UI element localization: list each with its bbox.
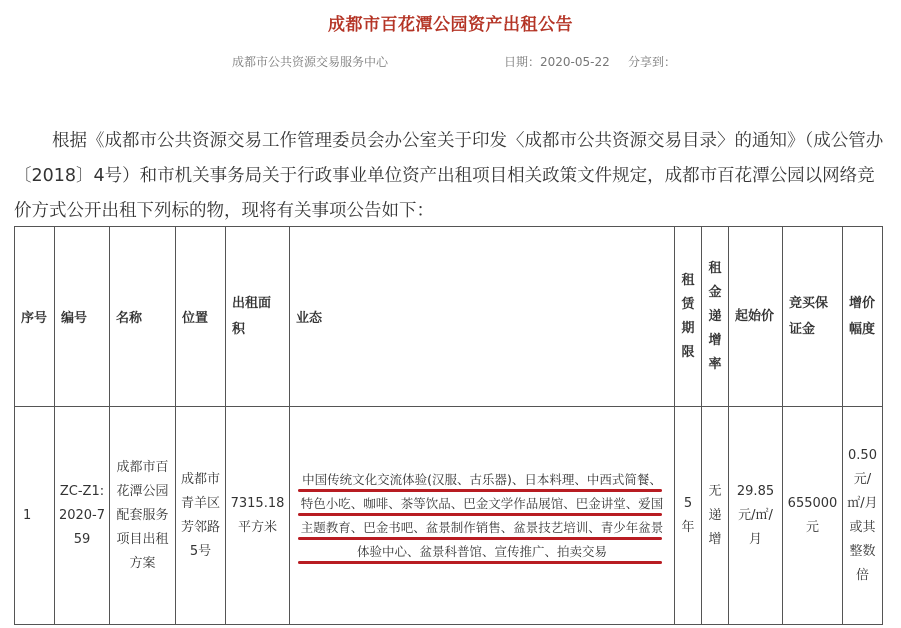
cell-bid-step: 0.50元/㎡/月或其整数倍 xyxy=(843,407,883,625)
cell-name: 成都市百花潭公园配套服务项目出租方案 xyxy=(110,407,176,625)
page-title: 成都市百花潭公园资产出租公告 xyxy=(328,15,573,35)
underline-mark xyxy=(298,513,662,516)
lease-table xyxy=(14,226,883,625)
underline-mark xyxy=(298,561,662,564)
cell-business xyxy=(290,407,675,625)
header-location: 位置 xyxy=(176,227,226,407)
table-row xyxy=(15,407,883,625)
header-name: 名称 xyxy=(110,227,176,407)
underline-mark xyxy=(298,489,662,492)
intro-paragraph: 根据《成都市公共资源交易工作管理委员会办公室关于印发〈成都市公共资源交易目录〉的通知》（成公管办〔2018〕4号）和市机关事务局关于行政事业单位资产出租项目相关政策文件规定，成都市百花潭公园以网络竞价方式公开出租下列标的物，现将有关事项公告如下： xyxy=(14,131,884,221)
table-header-row xyxy=(15,227,883,407)
header-bid-step: 增价幅度 xyxy=(843,227,883,407)
source-label: 成都市公共资源交易服务中心 xyxy=(232,55,389,69)
share-label[interactable]: 分享到： xyxy=(628,55,677,69)
header-increase: 租金递增率 xyxy=(702,227,729,407)
underline-mark xyxy=(298,537,662,540)
cell-location: 成都市青羊区芳邻路5号 xyxy=(176,407,226,625)
header-code: 编号 xyxy=(55,227,110,407)
cell-code: ZC-Z1:2020-759 xyxy=(55,407,110,625)
header-area: 出租面积 xyxy=(226,227,290,407)
header-seq: 序号 xyxy=(15,227,55,407)
cell-seq: 1 xyxy=(15,407,55,625)
publish-date: 日期：2020-05-22 xyxy=(504,55,610,69)
header-business: 业态 xyxy=(290,227,675,407)
header-start-price: 起始价 xyxy=(729,227,783,407)
cell-increase: 无递增 xyxy=(702,407,729,625)
cell-term: 5年 xyxy=(675,407,702,625)
cell-area: 7315.18平方米 xyxy=(226,407,290,625)
cell-start-price: 29.85元/㎡/月 xyxy=(729,407,783,625)
business-text: 中国传统文化交流体验(汉服、古乐器)、日本料理、中西式简餐、特色小吃、咖啡、茶等饮品、巴金文学作品展馆、巴金讲堂、爱国主题教育、巴金书吧、盆景制作销售、盆景技艺培训、青少年盆景体验中心、盆景科普馆、宣传推广、拍卖交易 xyxy=(300,471,664,559)
business-text-wrap xyxy=(296,468,668,564)
cell-deposit: 655000元 xyxy=(783,407,843,625)
header-deposit: 竞买保证金 xyxy=(783,227,843,407)
header-term: 租赁期限 xyxy=(675,227,702,407)
